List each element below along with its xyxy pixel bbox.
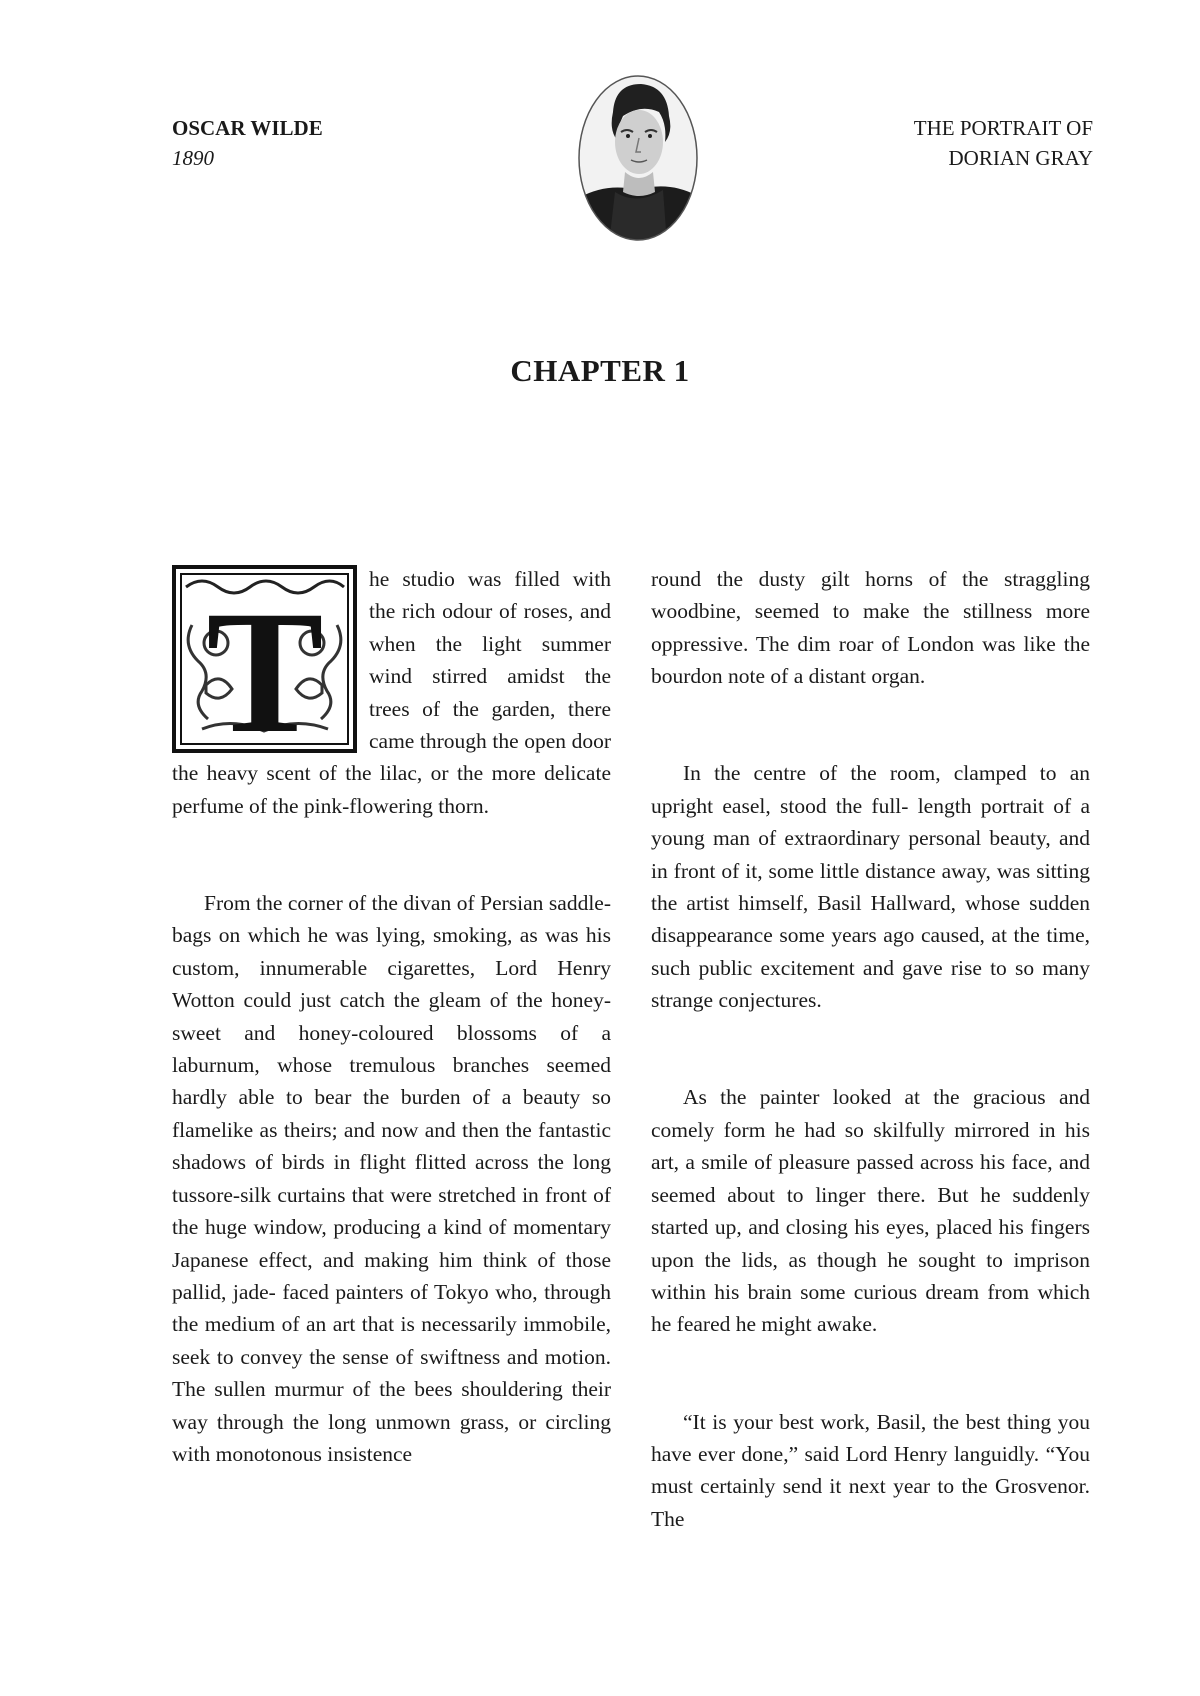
paragraph: As the painter looked at the gracious and comely form he had so skilfully mirrored in his art, a smile of pleasure passed across his face, and seemed about to linger there. But he suddenly started up, and closing his eyes, placed his fingers upon the lids, as though he sought to imprison within his brain some curious dream from which he feared he might awake. <box>651 1085 1090 1337</box>
paragraph: round the dusty gilt horns of the straggling woodbine, seemed to make the stillness more oppressive. The dim roar of London was like the bourdon note of a distant organ. <box>651 567 1090 689</box>
paragraph-text: he studio was filled with the rich odour of roses, and when the light summer wind stirred amidst the trees of the garden, there came through the open door the heavy scent of the lilac, or the more delicate perfume of the pink-flowering thorn. <box>172 567 611 818</box>
publication-year: 1890 <box>172 146 214 170</box>
paragraph: From the corner of the divan of Persian saddle-bags on which he was lying, smoking, as was his custom, innumerable cigarettes, Lord Henry Wotton could just catch the gleam of the honey-sweet and honey-coloured blossoms of a laburnum, whose tremulous branches seemed hardly able to bear the burden of a beauty so flamelike as theirs; and now and then the fantastic shadows of birds in flight flitted across the long tussore-silk curtains that were stretched in front of the huge window, producing a kind of momentary Japanese effect, and making him think of those pallid, jade- faced painters of Tokyo who, through the medium of an art that is necessarily immobile, seek to convey the sense of swiftness and motion. The sullen murmur of the bees shouldering their way through the long unmown grass, or circling with monotonous insistence <box>172 891 611 1466</box>
book-title-line-2: DORIAN GRAY <box>948 146 1093 170</box>
text-column-right <box>651 563 1090 1535</box>
author-portrait <box>575 72 701 244</box>
drop-cap-letter: T <box>206 575 324 753</box>
header-title-block <box>914 113 1093 173</box>
book-title-line-1: THE PORTRAIT OF <box>913 116 1093 140</box>
text-column-left <box>172 563 611 1470</box>
ornamental-drop-cap <box>172 565 357 753</box>
header-author-block <box>172 113 323 173</box>
paragraph: In the centre of the room, clamped to an upright easel, stood the full- length portrait of a young man of extraordinary personal beauty, and in front of it, some little distance away, was sitting the artist himself, Basil Hallward, whose sudden disappearance some years ago caused, at the time, such public excitement and gave rise to so many strange conjectures. <box>651 761 1090 1013</box>
chapter-heading: CHAPTER 1 <box>510 353 690 388</box>
paragraph <box>172 563 611 822</box>
paragraph: “It is your best work, Basil, the best thing you have ever done,” said Lord Henry languidly. “You must certainly send it next year to the Grosvenor. The <box>651 1409 1090 1531</box>
author-name: OSCAR WILDE <box>172 116 323 140</box>
